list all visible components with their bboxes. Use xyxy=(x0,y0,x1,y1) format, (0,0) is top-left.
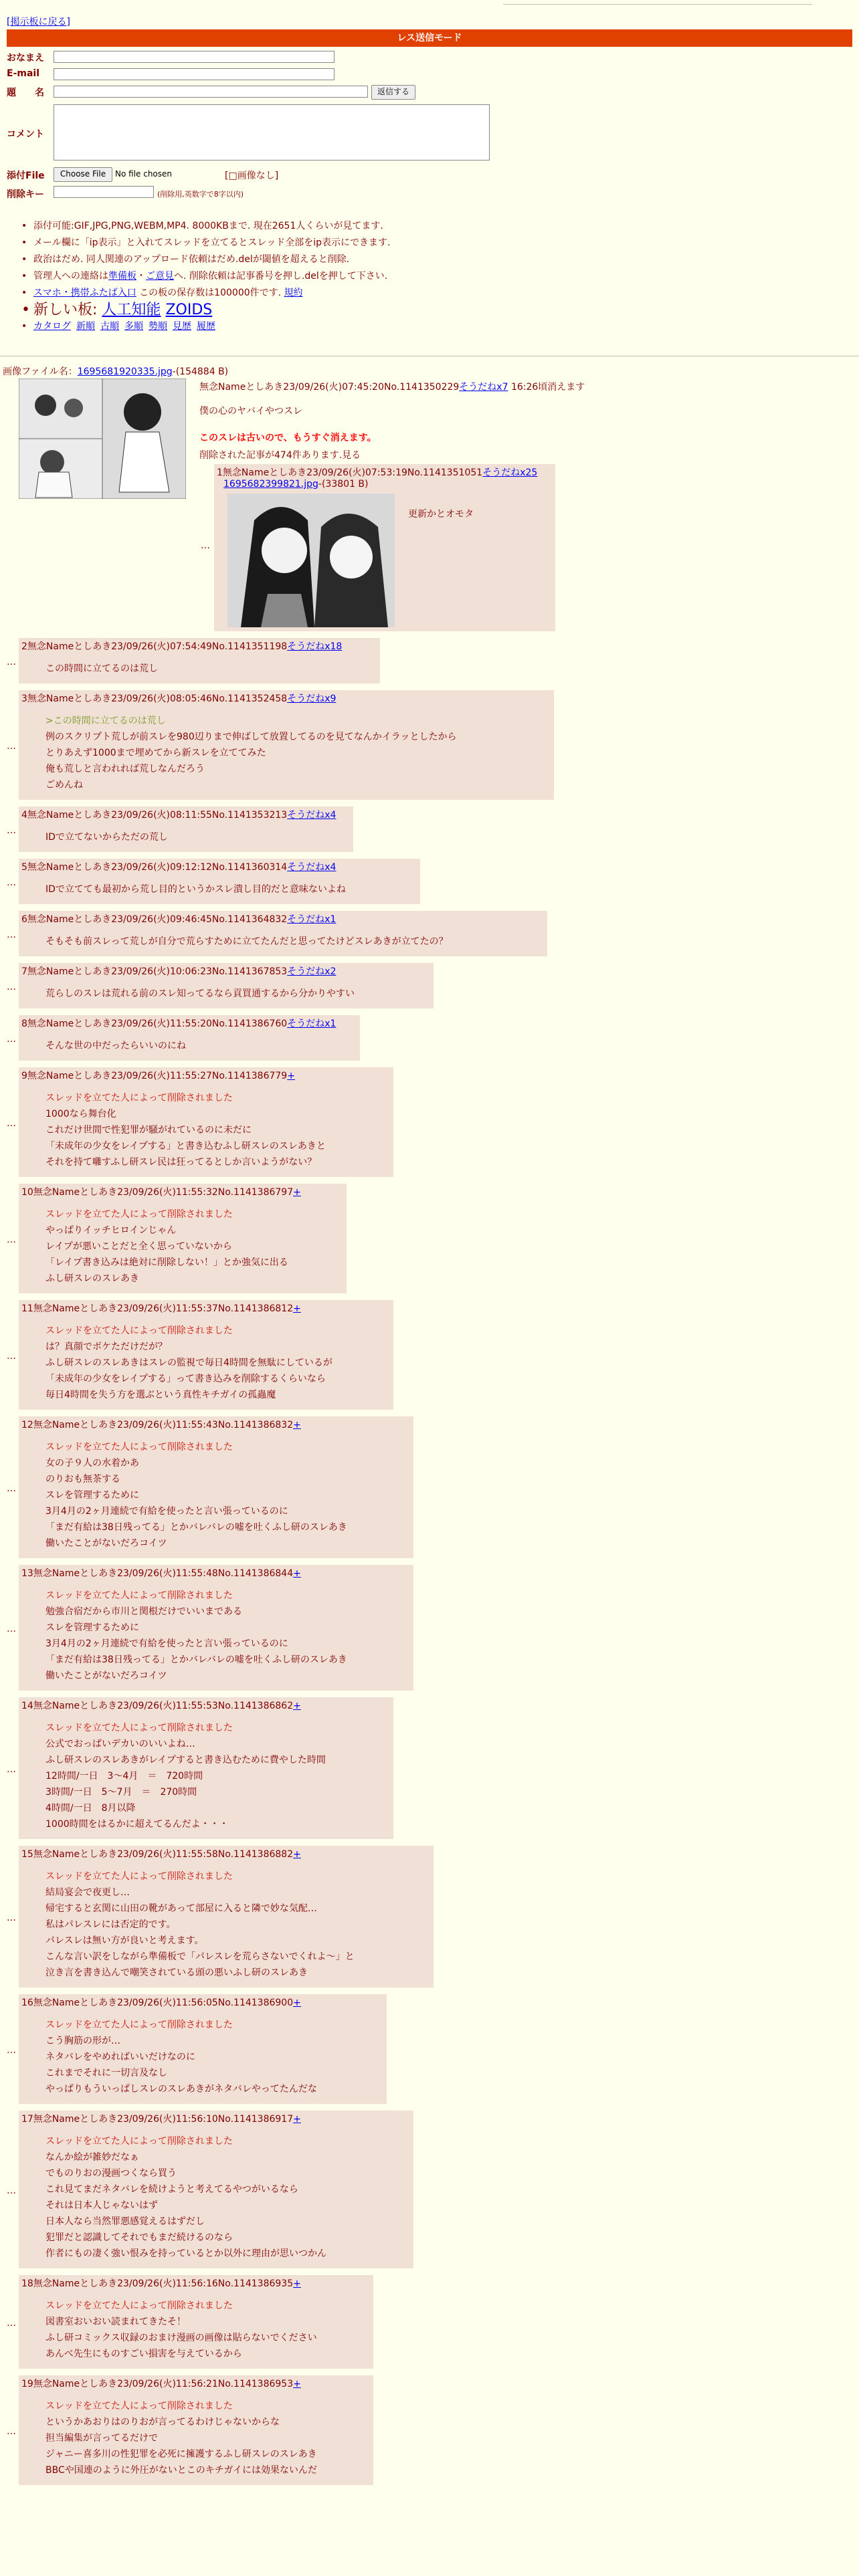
rule-text: へ. 削除依頼は記事番号を押し.delを押して下さい. xyxy=(174,271,388,282)
reply-text-line: 4時間/一日 8月以降 xyxy=(45,1803,136,1814)
reply-dots: … xyxy=(7,741,16,752)
reply-text-line: あんべ先生にものすごい損害を与えているから xyxy=(45,2349,242,2359)
reply-post xyxy=(19,1416,413,1558)
reply-header xyxy=(21,2112,301,2125)
reply-header-text: 5無念Nameとしあき23/09/26(火)09:12:12No.1141360314 xyxy=(21,862,288,873)
reply-post xyxy=(19,1697,393,1839)
reply-header xyxy=(21,1016,336,1030)
reply-dots: … xyxy=(7,1913,16,1923)
reply-header xyxy=(21,912,336,926)
rule-text: メール欄に「ip表示」と入れてスレッドを立てるとスレッド全部をip表示にできます. xyxy=(33,237,391,248)
reply-header-text: 16無念Nameとしあき23/09/26(火)11:56:05No.1141386900 xyxy=(21,1998,294,2008)
reply-text-line: 例のスクリプト荒しが前スレを980辺りまで伸ばして放置してるのを見てなんかイラッとしたから xyxy=(45,732,457,742)
op-header-text: 無念Nameとしあき23/09/26(火)07:45:20No.1141350229 xyxy=(199,382,460,393)
reply-header-text: 17無念Nameとしあき23/09/26(火)11:56:10No.1141386917 xyxy=(21,2114,294,2125)
reply-text-line: これ見てまだネタバレを続けようと考えてるやつがいるなら xyxy=(45,2184,298,2195)
op-expire-text: 16:26頃消えます xyxy=(510,382,585,393)
reply-dots: … xyxy=(7,825,16,836)
reply-dots: … xyxy=(7,1764,16,1775)
reply-text-line: とりあえず1000まで埋めてから新スレを立ててみた xyxy=(45,748,266,758)
catalog-links xyxy=(33,318,390,335)
soudane-link[interactable]: + xyxy=(293,2114,301,2125)
reply-text-line: は？真顔でボケただけだが？ xyxy=(45,1341,167,1352)
reply-text-line: 「まだ有給は38日残ってる」とかバレバレの嘘を吐くふし研のスレあき xyxy=(45,1522,347,1533)
reply-text-line: 「未成年の少女をレイプする」って書き込みを削除するくらいなら xyxy=(45,1374,326,1384)
reply-post xyxy=(19,1565,413,1691)
reply-post xyxy=(19,2111,413,2268)
reply-header xyxy=(217,465,537,479)
reply-header xyxy=(21,1996,301,2009)
reply-text-line: 作者にもの凄く強い恨みを持っているとか以外に理由が思いつかん xyxy=(45,2248,326,2259)
soudane-link[interactable]: そうだねx4 xyxy=(287,810,337,821)
reply-file-link[interactable]: 1695682399821.jpg xyxy=(223,479,318,490)
reply-header xyxy=(21,808,336,821)
rule-item: • 管理人への連絡は準備板・ご意見へ. 削除依頼は記事番号を押し.delを押して下さい. xyxy=(33,268,390,285)
delete-key-input[interactable] xyxy=(54,186,154,198)
soudane-link[interactable]: そうだねx2 xyxy=(287,966,337,977)
soudane-link[interactable]: そうだねx9 xyxy=(287,693,337,704)
reply-header xyxy=(21,2276,301,2290)
reply-text-line: 女の子９人の水着かあ xyxy=(45,1458,139,1469)
subject-label: 題 名 xyxy=(7,88,44,98)
soudane-link[interactable]: そうだねx1 xyxy=(287,914,337,925)
deleted-notice: スレッドを立てた人によって削除されました xyxy=(45,1093,233,1103)
op-post xyxy=(199,379,585,464)
reply-text-line: 公式でおっぱいデカいのいいよね… xyxy=(45,1739,195,1749)
reply-dots: … xyxy=(7,877,16,888)
oldest-sort-link[interactable]: 古順 xyxy=(100,321,119,332)
rule-item xyxy=(33,218,390,235)
reply-post xyxy=(214,464,555,631)
reply-dots: … xyxy=(7,657,16,667)
reply-body xyxy=(45,1323,332,1403)
reply-header xyxy=(21,1301,301,1315)
rule-item xyxy=(33,235,390,251)
new-board-item xyxy=(33,302,390,318)
reply-text-line: ごめんね xyxy=(45,780,83,790)
op-header xyxy=(199,379,585,396)
rule-text: 管理人への連絡は xyxy=(33,271,108,282)
report-board-link[interactable]: 準備板 xyxy=(108,271,136,282)
reply-header xyxy=(21,1699,301,1712)
reply-body xyxy=(45,1588,347,1684)
reply-text-line: 働いたことがないだろコイツ xyxy=(45,1671,167,1681)
no-image-checkbox[interactable]: [□画像なし] xyxy=(225,171,279,181)
reply-post xyxy=(19,1067,393,1177)
reply-header-text: 15無念Nameとしあき23/09/26(火)11:55:58No.1141386882 xyxy=(21,1849,294,1860)
reply-text-line: 「まだ有給は38日残ってる」とかバレバレの嘘を吐くふし研のスレあき xyxy=(45,1654,347,1665)
history-link[interactable]: 履歴 xyxy=(197,321,215,332)
reply-body xyxy=(45,2017,317,2097)
soudane-link[interactable]: + xyxy=(287,1071,295,1081)
terms-link[interactable]: 規約 xyxy=(284,288,303,298)
view-history-link[interactable]: 見歴 xyxy=(173,321,191,332)
reply-text-line: BBCや国連のように外圧がないとこのキチガイには効果ないんだ xyxy=(45,2465,318,2476)
reply-dots: … xyxy=(7,1235,16,1245)
reply-body xyxy=(45,1038,186,1054)
reply-header-text: 11無念Nameとしあき23/09/26(火)11:55:37No.1141386812 xyxy=(21,1303,294,1314)
reply-header-text: 9無念Nameとしあき23/09/26(火)11:55:27No.1141386779 xyxy=(21,1071,288,1081)
reply-text-line: ふし研スレのスレあきはスレの監視で毎日4時間を無駄にしているが xyxy=(45,1358,332,1368)
reply-post xyxy=(19,638,380,683)
reply-header xyxy=(21,964,336,978)
reply-post xyxy=(19,2375,373,2485)
soudane-link[interactable]: + xyxy=(293,2379,301,2389)
quote-line: >この時間に立てるのは荒し xyxy=(45,716,166,726)
deleted-notice: スレッドを立てた人によって削除されました xyxy=(45,2300,233,2311)
reply-text-line: 3月4月の2ヶ月連続で有給を使ったと言い張っているのに xyxy=(45,1506,288,1517)
comment-label: コメント xyxy=(7,129,44,140)
deleted-notice: スレッドを立てた人によって削除されました xyxy=(45,1325,233,1336)
reply-post xyxy=(19,690,554,800)
reply-text-line: こんな言い訳をしながら準備板で「パレスレを荒らさないでくれよ〜」と xyxy=(45,1951,355,1962)
reply-dots: … xyxy=(7,1118,16,1129)
reply-text-line: というかあおりはのりおが言ってるわけじゃないからな xyxy=(45,2417,280,2428)
back-to-board-link[interactable]: [掲示板に戻る] xyxy=(7,17,70,27)
reply-dots: … xyxy=(7,1483,16,1494)
reply-text-line: これまでそれに一切言及なし xyxy=(45,2068,167,2078)
op-body: 僕の心のヤバイやつスレ xyxy=(199,406,302,417)
reply-text-line: レイプが悪いことだと全く思っていないから xyxy=(45,1241,232,1252)
reply-text-line: この時間に立てるのは荒し xyxy=(45,663,158,674)
reply-dots: … xyxy=(7,2426,16,2437)
delete-key-note: (削除用,英数字で8字以内) xyxy=(157,190,244,199)
name-label: おなまえ xyxy=(7,53,44,64)
reply-text-line: IDで立てても最初から荒し目的というかスレ潰し目的だと意味ないよね xyxy=(45,884,346,895)
reply-header xyxy=(21,1185,301,1198)
reply-header xyxy=(21,1566,301,1580)
reply-header-text: 12無念Nameとしあき23/09/26(火)11:55:43No.1141386832 xyxy=(21,1420,294,1430)
reply-text-line: 「レイプ書き込みは絶対に削除しない！」とか強気に出る xyxy=(45,1257,288,1268)
reply-text-line: ジャニー喜多川の性犯罪を必死に擁護するふし研スレのスレあき xyxy=(45,2449,317,2460)
reply-text-line: 働いたことがないだろコイツ xyxy=(45,1538,167,1549)
soudane-link[interactable]: + xyxy=(293,1187,301,1198)
reply-file-line xyxy=(223,479,369,490)
reply-text-line: 犯罪だと認識してそれでもまだ続けるのなら xyxy=(45,2232,233,2243)
deleted-notice: スレッドを立てた人によって削除されました xyxy=(45,2136,233,2147)
attach-file-label: 添付File xyxy=(7,171,45,181)
board-rules xyxy=(33,218,390,335)
op-old-notice: このスレは古いので、もうすぐ消えます。 xyxy=(199,433,377,443)
reply-text-line: それを持て囃すふし研スレ民は狂ってるとしか言いようがない？ xyxy=(45,1157,317,1168)
reply-body xyxy=(45,1206,288,1287)
reply-text-line: 泣き言を書き込んで嘲笑されている頭の悪いふし研のスレあき xyxy=(45,1967,308,1978)
reply-post xyxy=(19,1184,347,1293)
opinion-link[interactable]: ご意見 xyxy=(146,271,174,282)
reply-text-line: それは日本人じゃないはず xyxy=(45,2200,158,2211)
reply-body xyxy=(45,829,168,845)
reply-text-line: ふし研スレのスレあき xyxy=(45,1273,139,1284)
reply-header xyxy=(21,639,342,653)
reply-header-text: 18無念Nameとしあき23/09/26(火)11:56:16No.1141386935 xyxy=(21,2278,294,2289)
reply-text-line: のりおも無茶する xyxy=(45,1474,120,1485)
reply-body xyxy=(45,1720,326,1832)
email-input[interactable] xyxy=(54,68,335,80)
reply-text-line: スレを管理するために xyxy=(45,1622,139,1633)
name-input[interactable] xyxy=(54,51,335,63)
reply-text-line: 3月4月の2ヶ月連続で有給を使ったと言い張っているのに xyxy=(45,1638,288,1649)
reply-text-line: でものりおの漫画つくなら買う xyxy=(45,2168,177,2179)
reply-dots: … xyxy=(7,1351,16,1362)
reply-header xyxy=(21,1069,295,1082)
reply-thumbnail-image[interactable] xyxy=(227,494,395,627)
reply-header-text: 1無念Nameとしあき23/09/26(火)07:53:19No.1141351051 xyxy=(217,467,483,478)
reply-text-line: ふし研スレのスレあきがレイプすると書き込むために費やした時間 xyxy=(45,1755,326,1765)
reply-text-line: 図書室おいおい読まれてきたそ！ xyxy=(45,2317,186,2327)
reply-post xyxy=(19,911,547,956)
reply-text-line: 更新かとオモタ xyxy=(408,509,474,520)
reply-text-line: 俺も荒しと言われれば荒しなんだろう xyxy=(45,764,205,774)
deleted-notice: スレッドを立てた人によって削除されました xyxy=(45,2401,233,2411)
reply-body xyxy=(45,2133,326,2262)
deleted-notice: スレッドを立てた人によって削除されました xyxy=(45,1871,233,1882)
soudane-link[interactable]: そうだねx25 xyxy=(482,467,538,478)
submit-reply-button[interactable]: 返信する xyxy=(371,85,415,100)
reply-text-line: スレを管理するために xyxy=(45,1490,139,1501)
reply-body xyxy=(45,1090,326,1170)
reply-text-line: そんな世の中だったらいいのにね xyxy=(45,1041,186,1051)
reply-post xyxy=(19,859,420,904)
reply-header-text: 10無念Nameとしあき23/09/26(火)11:55:32No.1141386797 xyxy=(21,1187,294,1198)
reply-text-line: 「未成年の少女をレイプする」と書き込むふし研スレのスレあきと xyxy=(45,1141,326,1152)
reply-dots: … xyxy=(7,2318,16,2329)
reply-mode-bar: レス送信モード xyxy=(7,29,852,47)
file-prefix: 画像ファイル名： xyxy=(3,366,78,377)
reply-header-text: 6無念Nameとしあき23/09/26(火)09:46:45No.1141364832 xyxy=(21,914,288,925)
op-deleted-count: 削除された記事が474件あります.見る xyxy=(199,450,361,461)
op-soudane-link[interactable]: そうだねx7 xyxy=(459,382,508,393)
reply-text-line: 日本人なら当然罪悪感覚えるはずだし xyxy=(45,2216,205,2227)
reply-file-size: -(33801 B) xyxy=(318,479,369,490)
mobile-entry-link[interactable]: スマホ・携帯ふたば入口 xyxy=(33,288,136,298)
reply-header xyxy=(21,2377,301,2390)
reply-text-line: 1000なら舞台化 xyxy=(45,1109,116,1119)
reply-body xyxy=(45,1868,355,1981)
reply-header xyxy=(21,860,336,873)
reply-text-line: 結局宴会で夜更し… xyxy=(45,1887,130,1898)
reply-text-line: 荒らしのスレは荒れる前のスレ知ってるなら貢買通するから分かりやすい xyxy=(45,988,355,999)
rule-item xyxy=(33,285,390,302)
reply-text-line: こう胸筋の形が… xyxy=(45,2036,120,2046)
reply-dots: … xyxy=(7,2185,16,2196)
rule-text: 政治はだめ. 同人関連のアップロード依頼はだめ.delが閾値を超えると削除. xyxy=(33,254,350,265)
reply-header xyxy=(21,1418,301,1431)
soudane-link[interactable]: + xyxy=(293,1998,301,2008)
reply-text-line: やっぱりもういっぱしスレのスレあきがネタバレやってたんだな xyxy=(45,2084,317,2095)
reply-post xyxy=(19,1300,393,1410)
reply-body xyxy=(45,2398,317,2478)
rule-text: 添付可能:GIF,JPG,PNG,WEBM,MP4. 8000KBまで. 現在2651人くらいが見てます. xyxy=(33,221,383,231)
reply-text-line: なんか絵が雑妙だなぁ xyxy=(45,2152,139,2163)
reply-dots: … xyxy=(7,982,16,992)
momentum-sort-link[interactable]: 勢順 xyxy=(149,321,167,332)
delete-key-label: 削除キー xyxy=(7,189,44,200)
deleted-notice: スレッドを立てた人によって削除されました xyxy=(45,1209,233,1220)
reply-dots: … xyxy=(7,1034,16,1045)
new-board-prefix: 新しい板: xyxy=(33,302,98,318)
soudane-link[interactable]: + xyxy=(293,1701,301,1711)
soudane-link[interactable]: + xyxy=(293,1568,301,1579)
most-posts-sort-link[interactable]: 多順 xyxy=(124,321,143,332)
reply-header-text: 8無念Nameとしあき23/09/26(火)11:55:20No.1141386760 xyxy=(21,1018,288,1029)
email-label: E-mail xyxy=(7,68,40,79)
reply-text-line: 勉強合宿だから市川と関根だけでいいまである xyxy=(45,1606,242,1617)
op-file-size: -(154884 B) xyxy=(172,366,229,377)
reply-dots: … xyxy=(7,1624,16,1634)
reply-text-line: ネタバレをやめればいいだけなのに xyxy=(45,2052,195,2062)
soudane-link[interactable]: + xyxy=(293,1849,301,1860)
reply-header xyxy=(21,1847,301,1860)
reply-dots: … xyxy=(7,930,16,940)
ai-board-link[interactable]: 人工知能 xyxy=(102,302,161,318)
reply-text-line: そもそも前スレって荒しが自分で荒らすために立てたんだと思ってたけどスレあきが立てたの？ xyxy=(45,936,448,947)
reply-text-line: 12時間/一日 3〜4月 ＝ 720時間 xyxy=(45,1771,203,1782)
subject-input[interactable] xyxy=(54,86,368,98)
reply-post xyxy=(19,1846,434,1988)
reply-post xyxy=(19,1015,360,1061)
reply-text-line: パレスレは無い方が良いと考えます。 xyxy=(45,1935,204,1946)
reply-post xyxy=(19,963,434,1008)
soudane-link[interactable]: そうだねx18 xyxy=(287,641,343,652)
comment-textarea[interactable] xyxy=(54,104,490,160)
soudane-link[interactable]: そうだねx4 xyxy=(287,862,337,873)
reply-text-line: 1000時間をはるかに超えてるんだよ・・・ xyxy=(45,1819,229,1830)
soudane-link[interactable]: そうだねx1 xyxy=(287,1018,337,1029)
reply-post xyxy=(19,1994,387,2104)
rule-text: この板の保存数は100000件です. xyxy=(139,288,282,298)
reply-text-line: 担当編集が言ってるだけで xyxy=(45,2433,158,2444)
reply-dots: … xyxy=(201,540,210,551)
no-file-chosen-text: No file chosen xyxy=(115,169,173,179)
op-file-line xyxy=(3,364,228,378)
soudane-link[interactable]: + xyxy=(293,1420,301,1430)
zoids-board-link[interactable]: ZOIDS xyxy=(165,302,213,318)
op-thumbnail-image[interactable] xyxy=(19,379,186,499)
reply-text-line: IDで立てないからただの荒し xyxy=(45,832,168,843)
reply-body xyxy=(45,2298,317,2362)
reply-text-line: 帰宅すると玄関に山田の靴があって部屋に入ると隣で妙な気配… xyxy=(45,1903,317,1914)
reply-body xyxy=(45,881,346,897)
reply-header-text: 7無念Nameとしあき23/09/26(火)10:06:23No.1141367853 xyxy=(21,966,288,977)
reply-dots: … xyxy=(7,2045,16,2056)
reply-header-text: 14無念Nameとしあき23/09/26(火)11:55:53No.1141386862 xyxy=(21,1701,294,1711)
choose-file-button[interactable]: Choose File xyxy=(54,167,112,182)
reply-body xyxy=(45,986,355,1002)
reply-header-text: 3無念Nameとしあき23/09/26(火)08:05:46No.1141352458 xyxy=(21,693,288,704)
reply-text-line: 3時間/一日 5〜7月 ＝ 270時間 xyxy=(45,1787,197,1798)
reply-body xyxy=(45,713,456,793)
reply-post xyxy=(19,807,353,852)
reply-text-line: 私はパレスレには否定的です。 xyxy=(45,1919,176,1930)
newest-sort-link[interactable]: 新順 xyxy=(76,321,95,332)
deleted-notice: スレッドを立てた人によって削除されました xyxy=(45,2020,233,2030)
soudane-link[interactable]: + xyxy=(293,2278,301,2289)
reply-text-line: これだけ世間で性犯罪が騒がれているのに未だに xyxy=(45,1125,252,1136)
catalog-link[interactable]: カタログ xyxy=(33,321,71,332)
op-file-link[interactable]: 1695681920335.jpg xyxy=(77,366,173,377)
deleted-notice: スレッドを立てた人によって削除されました xyxy=(45,1442,233,1453)
reply-text-line: 毎日4時間を失う方を選ぶという真性キチガイの孤蟲魔 xyxy=(45,1390,276,1400)
reply-header xyxy=(21,691,336,705)
reply-post xyxy=(19,2275,373,2369)
top-rule xyxy=(503,4,812,5)
reply-header-text: 19無念Nameとしあき23/09/26(火)11:56:21No.1141386953 xyxy=(21,2379,294,2389)
reply-body xyxy=(45,661,158,677)
reply-body xyxy=(45,1439,347,1551)
reply-header-text: 2無念Nameとしあき23/09/26(火)07:54:49No.1141351198 xyxy=(21,641,288,652)
rule-item xyxy=(33,251,390,268)
reply-text-line: やっぱりイッチヒロインじゃん xyxy=(45,1225,177,1236)
reply-header-text: 13無念Nameとしあき23/09/26(火)11:55:48No.1141386844 xyxy=(21,1568,294,1579)
deleted-notice: スレッドを立てた人によって削除されました xyxy=(45,1590,233,1601)
reply-header-text: 4無念Nameとしあき23/09/26(火)08:11:55No.1141353213 xyxy=(21,810,288,821)
reply-body xyxy=(45,934,448,950)
reply-text-line: ふし研コミックス収録のおまけ漫画の画像は貼らないでください xyxy=(45,2333,317,2343)
soudane-link[interactable]: + xyxy=(293,1303,301,1314)
deleted-notice: スレッドを立てた人によって削除されました xyxy=(45,1723,233,1733)
